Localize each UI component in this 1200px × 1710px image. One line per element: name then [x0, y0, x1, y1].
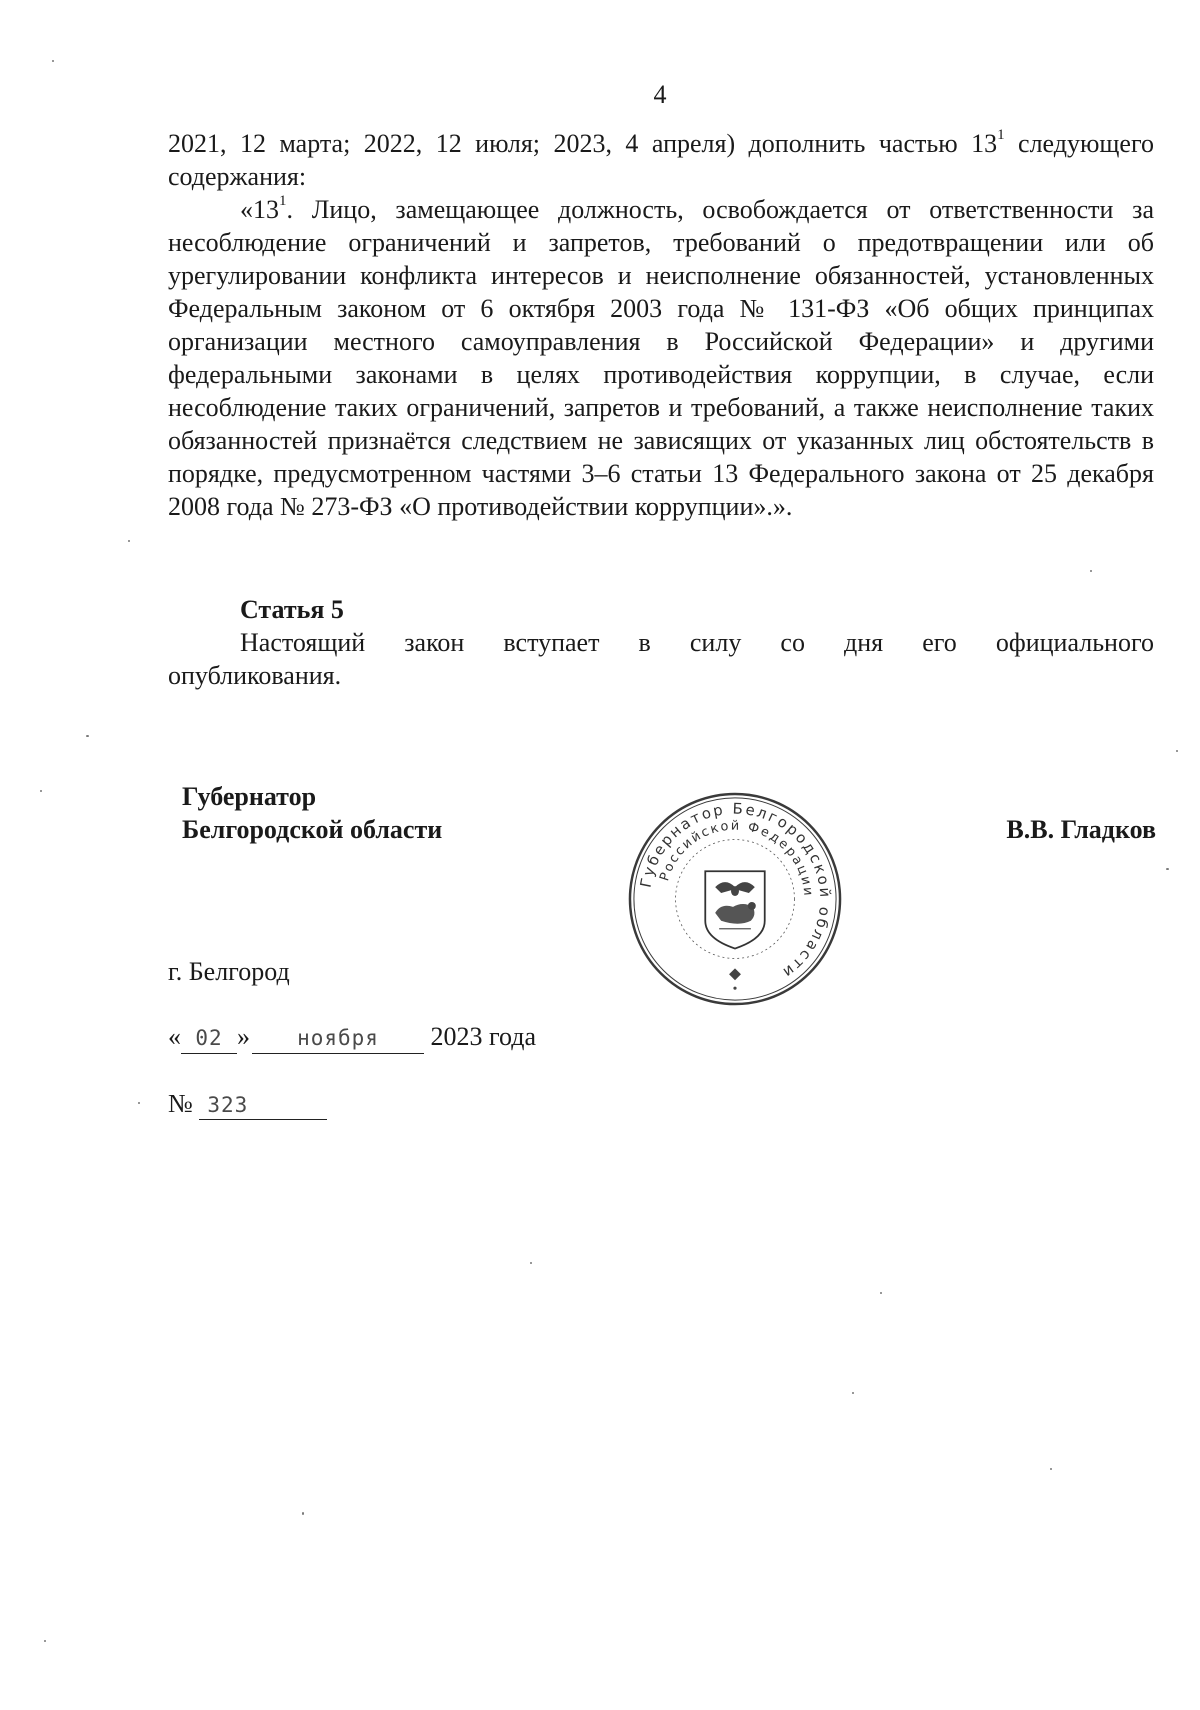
- signing-date: [168, 1020, 536, 1054]
- quote-superscript: 1: [279, 193, 287, 210]
- date-month-field: ноября: [252, 1025, 424, 1054]
- intro-superscript: 1: [997, 127, 1005, 144]
- signatory-title-line-1: Губернатор: [182, 782, 317, 811]
- signatory-name: В.В. Гладков: [1006, 815, 1156, 844]
- signing-place: г. Белгород: [168, 957, 290, 986]
- date-day-field: 02: [181, 1025, 237, 1054]
- scan-speck: [86, 735, 89, 737]
- seal-ornament-icon: [729, 968, 741, 980]
- quoted-amendment: [168, 193, 1154, 523]
- date-open-quote: «: [168, 1022, 181, 1051]
- amendment-intro: [168, 127, 1154, 193]
- scan-speck: [880, 1292, 882, 1294]
- scan-speck: [52, 60, 54, 62]
- date-close-quote: »: [237, 1022, 250, 1051]
- page-number: 4: [653, 80, 667, 109]
- signatory-title: [182, 780, 442, 846]
- scan-speck: [40, 790, 42, 792]
- scan-speck: [1090, 570, 1092, 572]
- law-number-field: 323: [199, 1092, 327, 1120]
- scan-speck: [852, 1392, 854, 1394]
- law-body-text: [168, 127, 1154, 523]
- article-5-title: Статья 5: [240, 595, 344, 624]
- date-year: 2023 года: [430, 1022, 537, 1051]
- seal-dot-icon: [733, 987, 736, 990]
- scan-speck: [530, 1262, 532, 1264]
- quote-open: «13: [240, 195, 279, 224]
- intro-line-2: следующего содержания:: [168, 129, 1154, 191]
- article-5: [168, 593, 1154, 692]
- scan-speck: [1050, 1468, 1052, 1470]
- official-seal: [626, 790, 844, 1008]
- scan-speck: [138, 1102, 140, 1104]
- scan-speck: [1176, 750, 1178, 752]
- scan-speck: [1166, 868, 1169, 870]
- quote-text: . Лицо, замещающее должность, освобождается от ответственности за несоблюдение ограничений и запретов, требований о предотвращении или об урегулировании конфликта интересов и неисполнение обязанностей, установленных Федеральным законом от 6 октября 2003 года № 131-ФЗ «Об общих принципах организации местного самоуправления в Российской Федерации» и другими федеральными законами в целях противодействия коррупции, в случае, если несоблюдение таких ограничений, запретов и требований, а также неисполнение таких обязанностей признаётся следствием не зависящих от указанных лиц обстоятельств в порядке, предусмотренном частями 3–6 статьи 13 Федерального закона от 25 декабря 2008 года № 273-ФЗ «О противодействии коррупции».».: [168, 195, 1154, 521]
- signatory-title-line-2: Белгородской области: [182, 815, 443, 844]
- seal-inner-text: Российской Федерации: [657, 818, 816, 899]
- seal-outer-text: Губернатор Белгородской области: [636, 799, 835, 983]
- coat-of-arms-icon: [705, 871, 764, 948]
- law-number: [168, 1087, 327, 1120]
- number-sign: №: [168, 1089, 193, 1118]
- scan-speck: [128, 540, 130, 542]
- intro-line-1: 2021, 12 марта; 2022, 12 июля; 2023, 4 апреля) дополнить частью 13: [168, 129, 998, 158]
- scan-speck: [302, 1512, 304, 1515]
- article-5-text: Настоящий закон вступает в силу со дня его официального опубликования.: [168, 628, 1154, 690]
- scan-speck: [44, 1640, 46, 1642]
